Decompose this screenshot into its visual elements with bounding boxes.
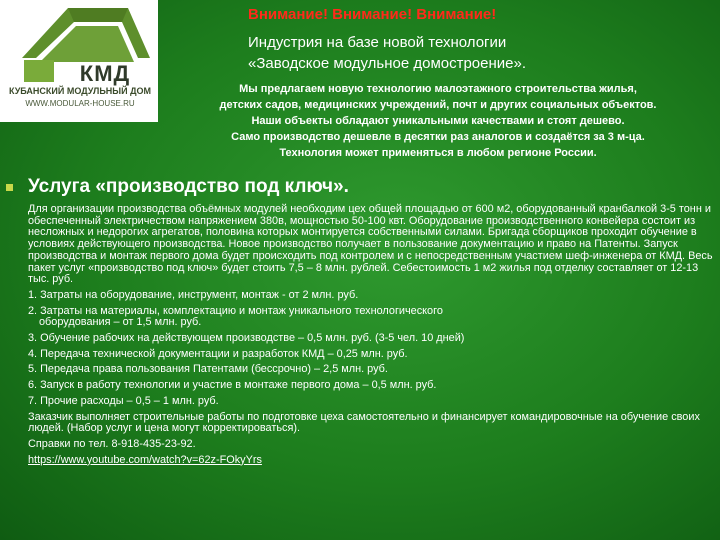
intro-paragraph	[160, 81, 716, 161]
cost-item: 2. Затраты на материалы, комплектацию и монтаж уникального технологического	[28, 304, 443, 317]
intro-line: Само производство дешевле в десятки раз аналогов и создаётся за 3 м-ца.	[231, 131, 645, 143]
intro-line: детских садов, медицинских учреждений, почт и других социальных объектов.	[219, 99, 657, 111]
logo-abbreviation: КМД	[79, 61, 131, 86]
cost-item-continuation: оборудования – от 1,5 млн. руб.	[39, 316, 202, 329]
cost-item: 4. Передача технической документации и разработок КМД – 0,25 млн. руб.	[28, 347, 408, 360]
cost-item: 3. Обучение рабочих на действующем производстве – 0,5 млн. руб. (3-5 чел. 10 дней)	[28, 332, 465, 345]
attention-heading: Внимание! Внимание! Внимание!	[248, 6, 497, 23]
cost-item: 5. Передача права пользования Патентами (бессрочно) – 2,5 млн. руб.	[28, 363, 388, 376]
cost-item: 6. Запуск в работу технологии и участие в монтаже первого дома – 0,5 млн. руб.	[28, 379, 437, 392]
youtube-link[interactable]: https://www.youtube.com/watch?v=62z-FOkyYrs	[28, 453, 262, 466]
service-description	[28, 204, 714, 466]
bullet-square-icon	[6, 184, 13, 191]
headline-line: Индустрия на базе новой технологии	[248, 34, 507, 51]
logo-website: WWW.MODULAR-HOUSE.RU	[25, 99, 135, 108]
description-paragraph: Для организации производства объёмных модулей необходим цех общей площадью от 600 м2, оборудованный кранбалкой 3-5 тонн и обеспеченный электричеством напряжением 380в, мощностью 50-100 квт. Оборудование производственного конвейера состоит из несложных и недорогих агрегатов, половина которых монтируется собственными силами. Бригада сборщиков проходит обучение в условиях действующего производства. Новое производство получает в пользование документацию и право на Патенты. Запуск производства и монтаж первого дома будет происходить под контролем и с непосредственным участием шеф-инженера от КМД. Весь пакет услуг «производство под ключ» будет стоить 7,5 – 8 млн. рублей. Себестоимость 1 м2 жилья под отделку составляет от 12-13 тыс. руб.	[28, 203, 713, 286]
closing-paragraph: Заказчик выполняет строительные работы по подготовке цеха самостоятельно и финансирует командировочные на обучение своих людей. (Набор услуг и цена могут корректироваться).	[28, 410, 700, 435]
section-title: Услуга «производство под ключ».	[28, 176, 349, 197]
cost-item: 7. Прочие расходы – 0,5 – 1 млн. руб.	[28, 394, 219, 407]
company-logo	[0, 0, 158, 122]
intro-line: Мы предлагаем новую технологию малоэтажного строительства жилья,	[239, 83, 637, 95]
intro-line: Наши объекты обладают уникальными качествами и стоят дешево.	[251, 115, 625, 127]
logo-company-name: КУБАНСКИЙ МОДУЛЬНЫЙ ДОМ	[8, 86, 151, 96]
cost-item: 1. Затраты на оборудование, инструмент, монтаж - от 2 млн. руб.	[28, 288, 359, 301]
headline-line: «Заводское модульное домостроение».	[248, 55, 527, 72]
headline	[248, 32, 708, 74]
intro-line: Технология может применяться в любом регионе России.	[279, 147, 597, 159]
phone-contact: Справки по тел. 8-918-435-23-92.	[28, 437, 196, 450]
